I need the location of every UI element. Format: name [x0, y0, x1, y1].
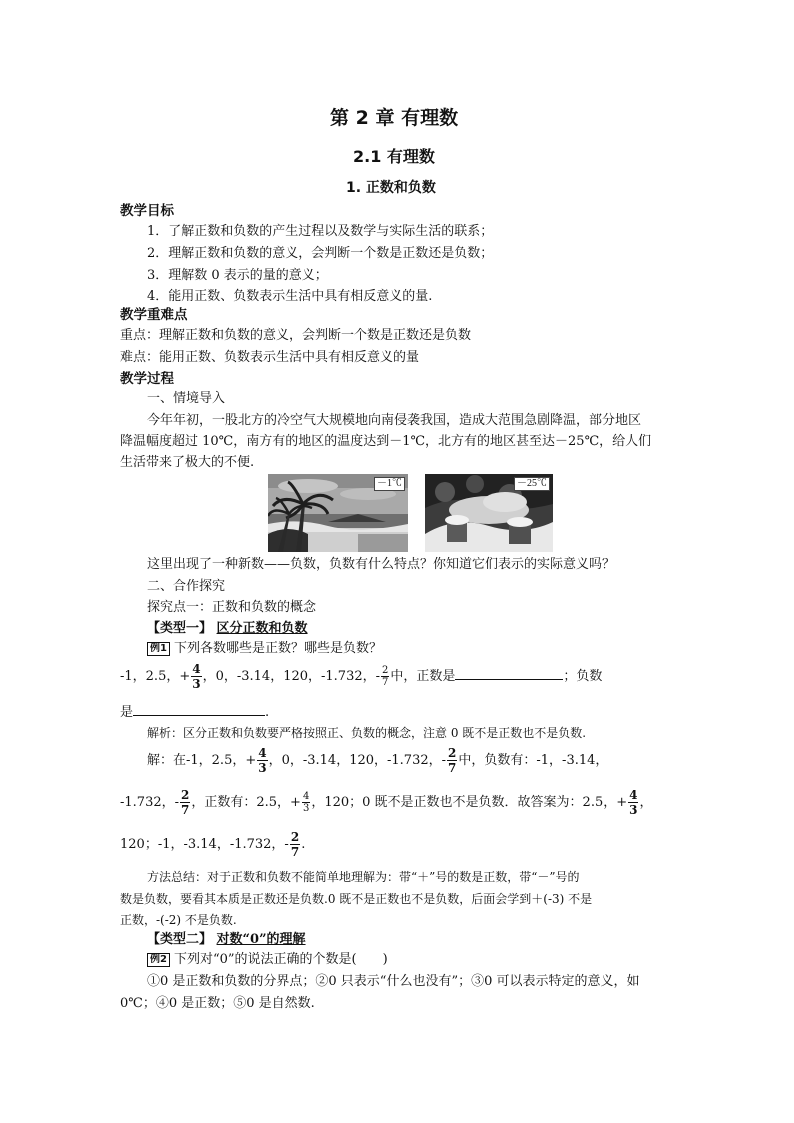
fraction-four-thirds: $\frac{4}{3}$ — [629, 788, 638, 817]
beach-photo — [268, 474, 408, 552]
list-text: -1，2.5，+ — [120, 669, 191, 684]
part2-heading: 二、合作探究 — [147, 579, 226, 594]
explore-point-1: 探究点一：正数和负数的概念 — [147, 600, 317, 615]
intro-paragraph-line: 降温幅度超过 10℃，南方有的地区的温度达到－1℃，北方有的地区甚至达－25℃，给人们 — [120, 434, 652, 449]
key-points-heading: 教学重难点 — [120, 307, 188, 323]
example1-text: 下列各数哪些是正数？哪些是负数？ — [173, 641, 382, 656]
temperature-label: －1℃ — [374, 477, 405, 491]
goal-item: 1．了解正数和负数的产生过程以及数学与实际生活的联系； — [147, 224, 494, 239]
goal-item: 2．理解正数和负数的意义，会判断一个数是正数还是负数； — [147, 246, 494, 261]
goals-heading: 教学目标 — [120, 203, 174, 219]
type1-title: 区分正数和负数 — [216, 621, 308, 636]
solution-line — [147, 744, 608, 778]
goal-item: 3．理解数 0 表示的量的意义； — [147, 268, 328, 283]
list-text: 中，正数是 — [390, 669, 456, 684]
fraction-four-thirds: $\frac{4}{3}$ — [302, 791, 310, 814]
solution-text: . — [301, 837, 306, 852]
new-number-question: 这里出现了一种新数——负数，负数有什么特点？你知道它们表示的实际意义吗？ — [147, 557, 616, 572]
list-text: ；负数 — [563, 669, 603, 684]
method-summary-line: 数是负数，要看其本质是正数还是负数.0 既不是正数也不是负数，后面会学到＋(-3) 不是 — [120, 892, 593, 906]
example2-options-line: 0℃；④0 是正数；⑤0 是自然数. — [120, 996, 315, 1011]
solution-text: 中，负数有：-1，-3.14， — [458, 753, 609, 768]
part1-heading: 一、情境导入 — [147, 391, 226, 406]
list-text: ，0，-3.14，120，-1.732，- — [202, 669, 381, 684]
solution-text: ，正数有：2.5，+ — [191, 795, 301, 810]
example2-question — [147, 951, 388, 969]
intro-paragraph-line: 生活带来了极大的不便. — [120, 455, 255, 470]
solution-line — [120, 786, 653, 820]
type1-tag: 【类型一】 — [147, 621, 213, 636]
fraction-two-sevenths: $\frac{2}{7}$ — [290, 830, 300, 859]
subsection-title: 1. 正数和负数 — [346, 180, 436, 196]
example2-text: 下列对“0”的说法正确的个数是( ) — [173, 952, 388, 967]
key-point-difficulty: 难点：能用正数、负数表示生活中具有相反意义的量 — [120, 350, 420, 365]
positive-answer-blank[interactable] — [455, 666, 563, 680]
solution-text: 120；-1，-3.14，-1.732，- — [120, 837, 289, 852]
example2-badge: 例2 — [147, 953, 170, 967]
process-heading: 教学过程 — [120, 371, 174, 387]
example1-negative-line — [120, 702, 269, 722]
chapter-title: 第 2 章 有理数 — [330, 107, 459, 129]
list-text: . — [265, 705, 270, 720]
solution-text: ， — [639, 795, 653, 810]
method-summary-line: 正数，-(-2) 不是负数. — [120, 913, 237, 927]
intro-paragraph-line: 今年年初，一股北方的冷空气大规模地向南侵袭我国，造成大范围急剧降温，部分地区 — [147, 413, 642, 428]
analysis-text: 解析：区分正数和负数要严格按照正、负数的概念，注意 0 既不是正数也不是负数. — [147, 726, 587, 740]
fraction-four-thirds: $\frac{4}{3}$ — [192, 662, 201, 691]
method-summary-line: 方法总结：对于正数和负数不能简单地理解为：带“＋”号的数是正数，带“－”号的 — [147, 870, 580, 884]
solution-text: ，0，-3.14，120，-1.732，- — [268, 753, 447, 768]
example2-options-line: ①0 是正数和负数的分界点；②0 只表示“什么也没有”；③0 可以表示特定的意义，如 — [147, 974, 640, 989]
example1-number-list — [120, 662, 602, 692]
section-title: 2.1 有理数 — [353, 147, 435, 166]
fraction-four-thirds: $\frac{4}{3}$ — [258, 746, 267, 775]
solution-text: ，120；0 既不是正数也不是负数．故答案为：2.5，+ — [311, 795, 628, 810]
negative-answer-blank[interactable] — [133, 702, 265, 716]
solution-text: -1.732，- — [120, 795, 180, 810]
type2-title: 对数“0”的理解 — [216, 932, 306, 947]
example1-badge: 例1 — [147, 642, 170, 656]
fraction-two-sevenths: $\frac{2}{7}$ — [181, 788, 190, 817]
example1-question — [147, 640, 382, 658]
type2-heading — [147, 931, 306, 949]
temperature-label: －25℃ — [514, 477, 550, 491]
type1-heading — [147, 620, 308, 638]
fraction-two-sevenths: $\frac{2}{7}$ — [448, 746, 457, 775]
list-text: 是 — [120, 705, 134, 720]
snow-photo — [425, 474, 553, 552]
solution-line — [120, 828, 305, 862]
key-point-emphasis: 重点：理解正数和负数的意义，会判断一个数是正数还是负数 — [120, 328, 472, 343]
solution-text: 解：在-1，2.5，+ — [147, 753, 257, 768]
fraction-two-sevenths: $\frac{2}{7}$ — [382, 665, 389, 688]
goal-item: 4．能用正数、负数表示生活中具有相反意义的量. — [147, 289, 433, 304]
type2-tag: 【类型二】 — [147, 932, 213, 947]
